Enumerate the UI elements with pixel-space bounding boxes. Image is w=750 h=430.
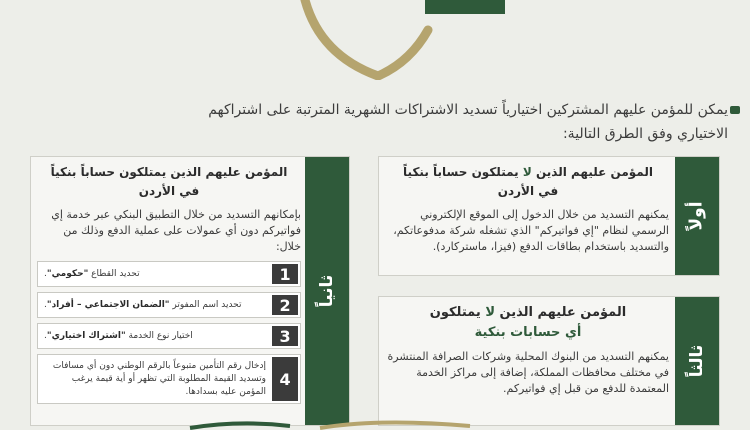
step-item: [37, 354, 301, 404]
header-shield-art: [250, 0, 510, 80]
step-number: 2: [272, 295, 298, 315]
step-item: [37, 323, 301, 349]
intro-line-1: يمكن للمؤمن عليهم المشتركين اختيارياً تسديد الاشتراكات الشهرية المترتبة على اشتراكهم: [208, 102, 728, 118]
step-number: 1: [272, 264, 298, 284]
option-first-panel: [378, 156, 720, 276]
step-text: تحديد القطاع "حكومي".: [44, 268, 140, 279]
step-item: [37, 261, 301, 287]
step-number: 4: [272, 357, 298, 401]
option-second-label: ثانياً: [305, 157, 349, 425]
option-first-body: يمكنهم التسديد من خلال الدخول إلى الموقع الإلكتروني الرسمي لنظام "إي فواتيركم" الذي تشغله شركة مدفوعاتكم، والتسديد باستخدام بطاقات الدفع (فيزا، ماستركارد).: [393, 208, 669, 253]
option-second-body: بإمكانهم التسديد من خلال التطبيق البنكي عبر خدمة إي فواتيركم دون أي عمولات على عملية الدفع وذلك من خلال:: [51, 208, 301, 253]
option-third-label: ثالثاً: [675, 297, 719, 425]
option-third-title: المؤمن عليهم الذين لا يمتلكون أي حسابات بنكية: [429, 305, 627, 340]
option-first-label: أولاً: [675, 157, 719, 275]
step-number: 3: [272, 326, 298, 346]
steps-list: [37, 261, 301, 404]
intro-bullet: [730, 106, 740, 114]
intro-line-2: الاختياري وفق الطرق التالية:: [562, 126, 728, 142]
intro-text: [40, 98, 728, 146]
option-third-panel: [378, 296, 720, 426]
option-second-title: المؤمن عليهم الذين يمتلكون حساباً بنكياً في الأردن: [50, 165, 288, 198]
step-item: [37, 292, 301, 318]
option-second-panel: [30, 156, 350, 426]
option-first-title: المؤمن عليهم الذين لا يمتلكون حساباً بنكياً في الأردن: [403, 165, 653, 198]
option-third-body: يمكنهم التسديد من البنوك المحلية وشركات الصرافة المنتشرة في مختلف محافظات المملكة، إضافة إلى مراكز الخدمة المعتمدة للدفع من قبل إي فواتيركم.: [387, 350, 669, 395]
footer-decoration: [180, 418, 480, 430]
step-text: تحديد اسم المفوتر "الضمان الاجتماعي – أفراد".: [44, 299, 242, 310]
step-text: اختيار نوع الخدمة "اشتراك اختياري".: [44, 330, 193, 341]
step-text: إدخال رقم التأمين متبوعاً بالرقم الوطني دون أي مسافات وتسديد القيمة المطلوبة التي تظهر أو أية قيمة يرغب المؤمن عليه بسدادها.: [52, 360, 266, 397]
